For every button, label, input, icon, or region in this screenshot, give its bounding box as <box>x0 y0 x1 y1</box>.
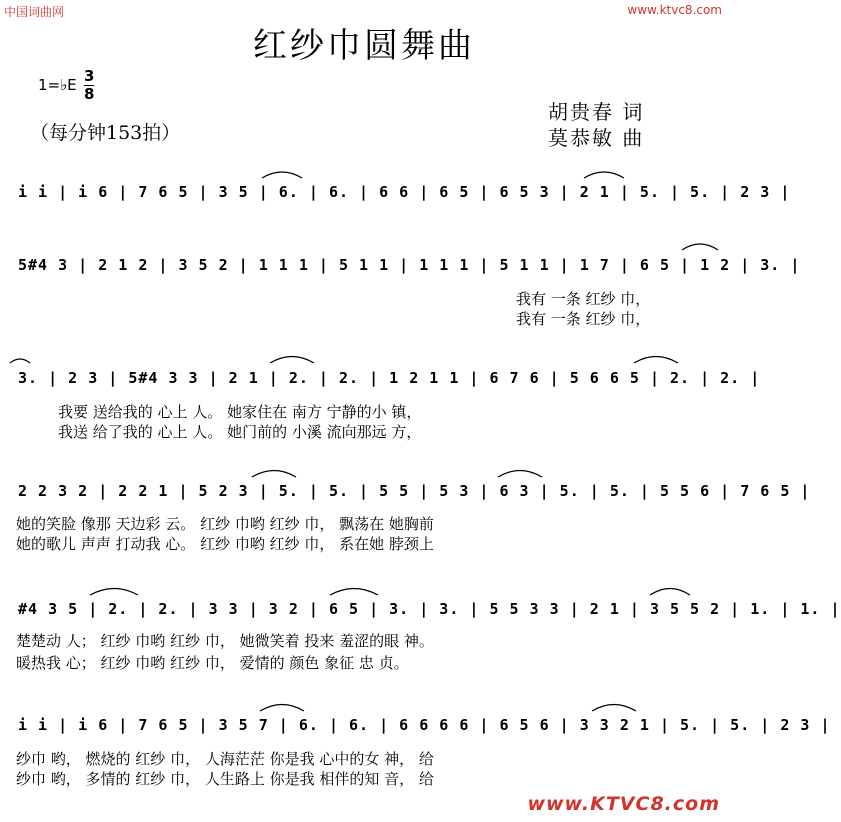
song-title: 红纱巾圆舞曲 <box>253 26 475 66</box>
score-row-6-lyric-2: 纱巾 哟， 多情的 红纱 巾， 人生路上 你是我 相伴的知 音， 给 <box>16 770 434 788</box>
score-row-2-lyric-2: 我有 一条 红纱 巾， <box>516 310 651 328</box>
score-row-5-notes: #4 3 5 | 2. | 2. | 3 3 | 3 2 | 6 5 | 3. | 3. | 5 5 3 3 | 2 1 | 3 5 5 2 | 1. | 1. | <box>18 600 841 618</box>
tie-arc <box>270 357 314 364</box>
score-row-5-lyric-2: 暖热我 心； 红纱 巾哟 红纱 巾， 爱情的 颜色 象征 忠 贞。 <box>16 654 409 672</box>
tie-arc <box>260 705 304 712</box>
tie-arc <box>650 589 690 596</box>
score-row-5-lyric-1: 楚楚动 人； 红纱 巾哟 红纱 巾， 她微笑着 投来 羞涩的眼 神。 <box>16 632 434 650</box>
score-row-2-notes: 5#4 3 | 2 1 2 | 3 5 2 | 1 1 1 | 5 1 1 | 1 1 1 | 5 1 1 | 1 7 | 6 5 | 1 2 | 3. | <box>18 256 801 274</box>
tie-arc <box>252 471 296 478</box>
lyricist-credit: 胡贵春 词 <box>548 100 645 124</box>
score-row-4-lyric-1: 她的笑脸 像那 天边彩 云。 红纱 巾哟 红纱 巾， 飘荡在 她胸前 <box>16 515 434 533</box>
score-row-4-notes: 2 2 3 2 | 2 2 1 | 5 2 3 | 5. | 5. | 5 5 | 5 3 | 6 3 | 5. | 5. | 5 5 6 | 7 6 5 | <box>18 482 811 500</box>
watermark-top-left: 中国词曲网 <box>4 5 65 19</box>
score-row-6-notes: i i | i 6 | 7 6 5 | 3 5 7 | 6. | 6. | 6 6 6 6 | 6 5 6 | 3 3 2 1 | 5. | 5. | 2 3 | <box>18 716 831 734</box>
tie-arc <box>498 471 542 478</box>
score-row-3-lyric-2: 我送 给了我的 心上 人。 她门前的 小溪 流向那远 方， <box>58 423 422 441</box>
tie-arc <box>330 589 378 596</box>
score-row-6-lyric-1: 纱巾 哟， 燃烧的 红纱 巾， 人海茫茫 你是我 心中的女 神， 给 <box>16 750 434 768</box>
score-row-1-notes: i i | i 6 | 7 6 5 | 3 5 | 6. | 6. | 6 6 | 6 5 | 6 5 3 | 2 1 | 5. | 5. | 2 3 | <box>18 183 791 201</box>
score-row-3-notes: 3. | 2 3 | 5#4 3 3 | 2 1 | 2. | 2. | 1 2 1 1 | 6 7 6 | 5 6 6 5 | 2. | 2. | <box>18 369 761 387</box>
key-signature: 1=♭E <box>38 76 77 94</box>
watermark-bottom: www.KTVC8.com <box>527 793 720 815</box>
time-signature-bottom: 8 <box>84 85 95 103</box>
tie-arc <box>262 172 302 178</box>
tie-arc <box>584 172 624 178</box>
tie-arc <box>682 244 718 250</box>
tie-arc <box>592 705 636 712</box>
watermark-top-right: www.ktvc8.com <box>627 3 722 17</box>
score-row-3-lyric-1: 我要 送给我的 心上 人。 她家住在 南方 宁静的小 镇， <box>58 403 422 421</box>
score-row-4-lyric-2: 她的歌儿 声声 打动我 心。 红纱 巾哟 红纱 巾， 系在她 脖颈上 <box>16 535 434 553</box>
composer-credit: 莫恭敏 曲 <box>548 126 645 150</box>
tempo-marking: （每分钟153拍） <box>30 122 181 144</box>
tie-arc <box>90 589 138 596</box>
tie-arc <box>10 359 30 363</box>
tie-arc <box>634 357 678 364</box>
score-row-2-lyric-1: 我有 一条 红纱 巾， <box>516 290 651 308</box>
time-signature-top: 3 <box>84 67 95 85</box>
